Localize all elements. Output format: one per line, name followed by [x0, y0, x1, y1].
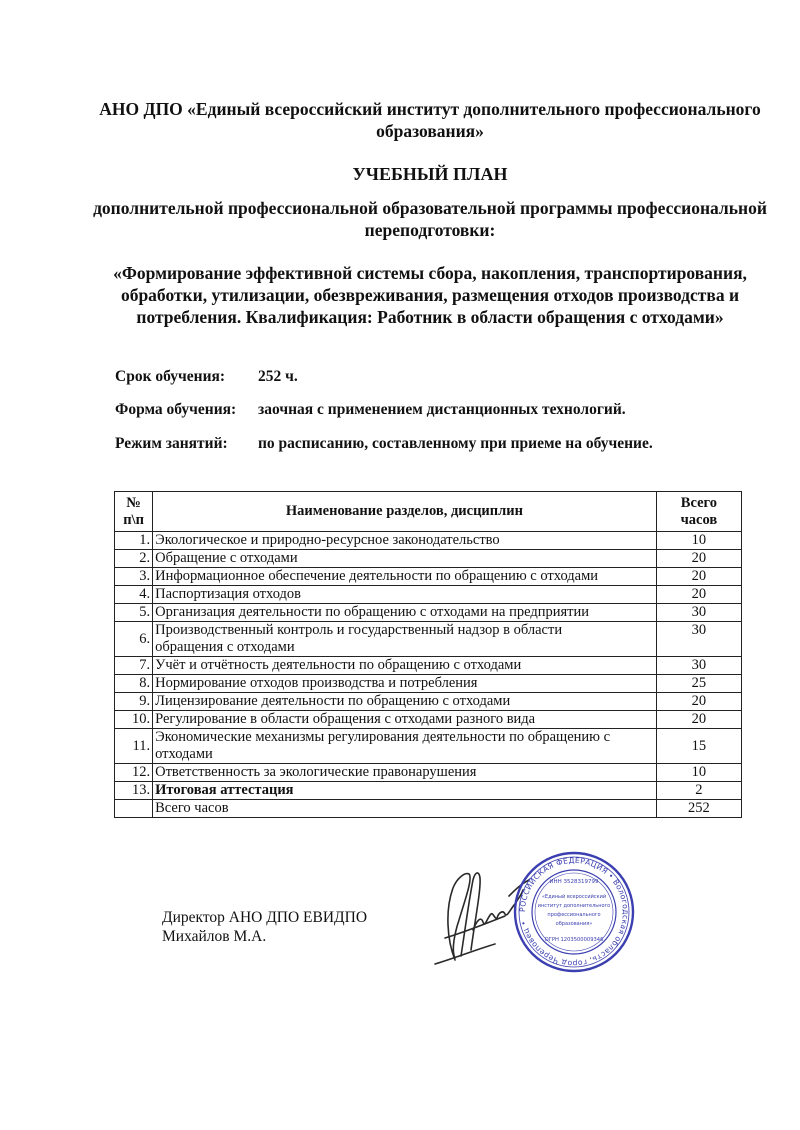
table-row: [115, 622, 742, 657]
row-name: Организация деятельности по обращению с отходами на предприятии: [153, 604, 657, 622]
stamp-ring-text: РОССИЙСКАЯ ФЕДЕРАЦИЯ • Вологодская область, город Череповец •: [517, 855, 631, 969]
row-name: Итоговая аттестация: [153, 782, 657, 800]
table-header-row: [115, 492, 742, 532]
row-name: Экологическое и природно-ресурсное законодательство: [153, 532, 657, 550]
table-row: [115, 532, 742, 550]
row-hours: 30: [656, 604, 741, 622]
row-number: 1.: [115, 532, 153, 550]
duration-value: 252 ч.: [258, 368, 298, 385]
program-type: дополнительной профессиональной образовательной программы профессиональной переподготовки:: [93, 198, 767, 240]
table-row: [115, 729, 742, 764]
row-number: 11.: [115, 729, 153, 764]
row-name: Экономические механизмы регулирования деятельности по обращению с отходами: [153, 729, 657, 764]
row-name: Паспортизация отходов: [153, 586, 657, 604]
row-name: Производственный контроль и государственный надзор в области обращения с отходами: [153, 622, 657, 657]
row-hours: 10: [656, 764, 741, 782]
row-number: 2.: [115, 550, 153, 568]
row-hours: 15: [656, 729, 741, 764]
header-name: Наименование разделов, дисциплин: [153, 492, 657, 532]
signature-block: [162, 908, 367, 946]
table-row: [115, 782, 742, 800]
form-value: заочная с применением дистанционных технологий.: [258, 401, 626, 418]
row-hours: 20: [656, 711, 741, 729]
table-row: [115, 604, 742, 622]
row-hours: 20: [656, 568, 741, 586]
row-name: Лицензирование деятельности по обращению с отходами: [153, 693, 657, 711]
director-position: Директор АНО ДПО ЕВИДПО: [162, 909, 368, 926]
form-label: Форма обучения:: [115, 401, 237, 418]
row-number: 8.: [115, 675, 153, 693]
row-name: Информационное обеспечение деятельности по обращению с отходами: [153, 568, 657, 586]
row-hours: 20: [656, 586, 741, 604]
total-label: Всего часов: [153, 800, 657, 818]
row-name: Регулирование в области обращения с отходами разного вида: [153, 711, 657, 729]
table-row: [115, 764, 742, 782]
table-row: [115, 675, 742, 693]
row-number: 5.: [115, 604, 153, 622]
total-hours: 252: [656, 800, 741, 818]
row-hours: 20: [656, 550, 741, 568]
row-hours: 20: [656, 693, 741, 711]
row-number: 4.: [115, 586, 153, 604]
row-name: Обращение с отходами: [153, 550, 657, 568]
row-number: 9.: [115, 693, 153, 711]
form-row: [115, 400, 626, 420]
organization-stamp: [512, 850, 636, 974]
mode-label: Режим занятий:: [115, 435, 228, 452]
table-row: [115, 550, 742, 568]
table-row: [115, 711, 742, 729]
row-hours: 10: [656, 532, 741, 550]
stamp-ogrn: ОГРН 1203500009346: [544, 937, 604, 943]
stamp-line-3: профессионального: [547, 912, 601, 918]
organization-title: АНО ДПО «Единый всероссийский институт дополнительного профессионального образования»: [99, 99, 761, 141]
program-name: «Формирование эффективной системы сбора, накопления, транспортирования, обработки, утилизации, обезвреживания, размещения отходов производства и потребления. Квалификация: Работник в области обращения с отходами»: [113, 263, 747, 327]
plan-title: УЧЕБНЫЙ ПЛАН: [352, 164, 508, 184]
table-row: [115, 657, 742, 675]
total-number: [115, 800, 153, 818]
table-row: [115, 693, 742, 711]
row-hours: 25: [656, 675, 741, 693]
row-name: Нормирование отходов производства и потребления: [153, 675, 657, 693]
stamp-line-1: «Единый всероссийский: [541, 894, 607, 900]
stamp-line-4: образования»: [555, 921, 593, 927]
row-hours: 30: [656, 622, 741, 657]
row-hours: 30: [656, 657, 741, 675]
curriculum-table: [114, 491, 742, 818]
row-number: 10.: [115, 711, 153, 729]
header-hours: Всего часов: [656, 492, 741, 532]
row-number: 3.: [115, 568, 153, 586]
duration-row: [115, 367, 298, 387]
total-row: [115, 800, 742, 818]
duration-label: Срок обучения:: [115, 368, 226, 385]
table-row: [115, 568, 742, 586]
row-number: 7.: [115, 657, 153, 675]
director-name: Михайлов М.А.: [162, 928, 267, 945]
header-number: № п\п: [115, 492, 153, 532]
row-name: Ответственность за экологические правонарушения: [153, 764, 657, 782]
row-number: 12.: [115, 764, 153, 782]
row-hours: 2: [656, 782, 741, 800]
row-number: 6.: [115, 622, 153, 657]
row-name: Учёт и отчётность деятельности по обращению с отходами: [153, 657, 657, 675]
row-number: 13.: [115, 782, 153, 800]
stamp-inn: ИНН 3528319799: [549, 879, 599, 885]
stamp-line-2: институт дополнительного: [537, 903, 611, 909]
table-row: [115, 586, 742, 604]
mode-row: [115, 434, 653, 454]
mode-value: по расписанию, составленному при приеме на обучение.: [258, 435, 653, 452]
